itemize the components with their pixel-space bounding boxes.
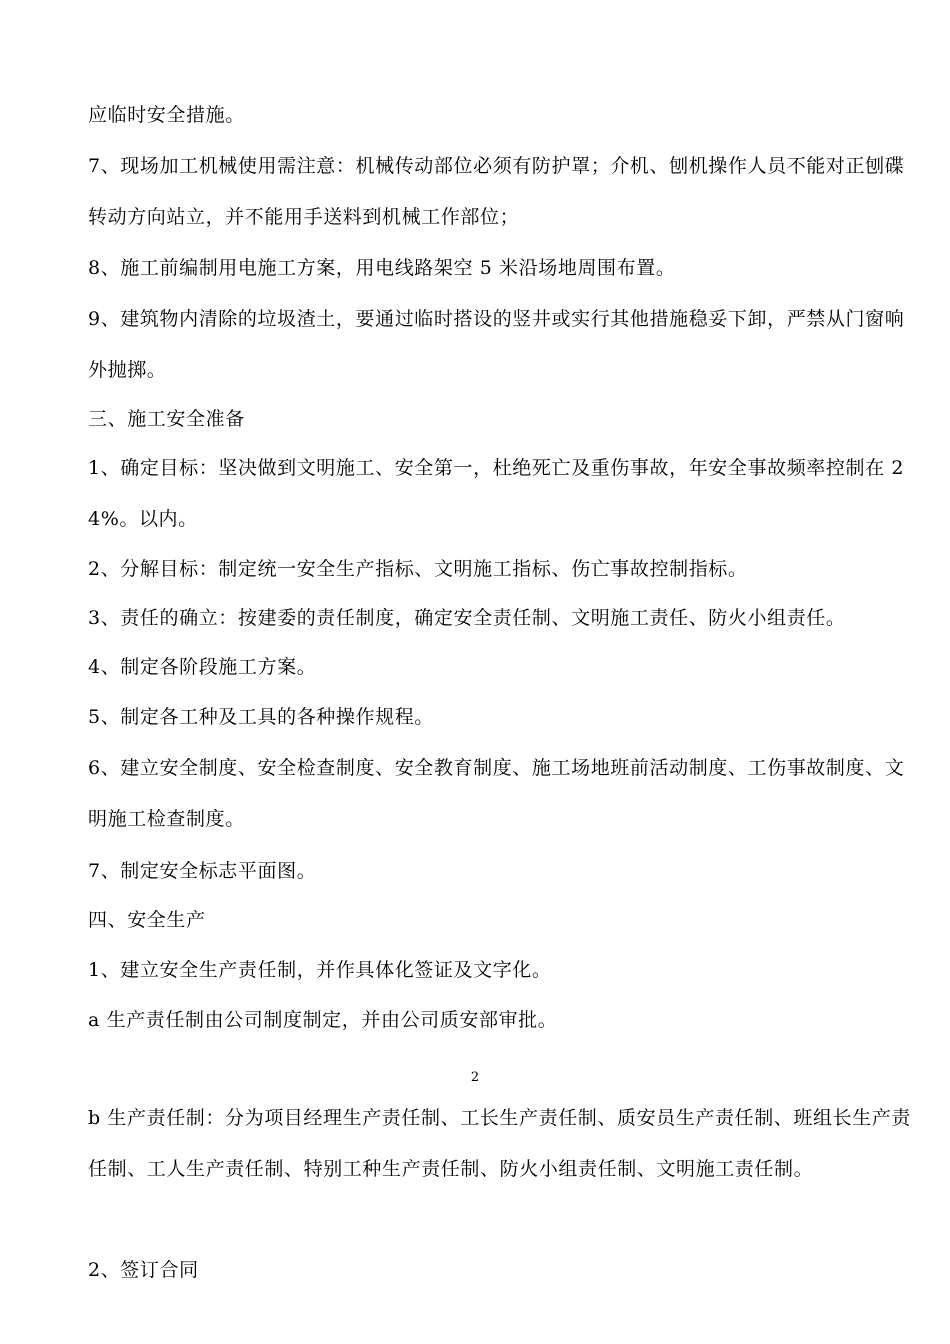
paragraph-operating-rules: 5、制定各工种及工具的各种操作规程。 bbox=[88, 706, 434, 728]
page-number: 2 bbox=[470, 1070, 480, 1085]
paragraph-construction-plan: 4、制定各阶段施工方案。 bbox=[88, 656, 317, 678]
paragraph-target: 1、确定目标：坚决做到文明施工、安全第一，杜绝死亡及重伤事故，年安全事故频率控制在 24%。以内。 bbox=[88, 457, 905, 530]
section-heading-4: 四、安全生产 bbox=[88, 909, 206, 931]
paragraph-responsibility: 3、责任的确立：按建委的责任制度，确定安全责任制、文明施工责任、防火小组责任。 bbox=[88, 607, 846, 629]
section-heading-3: 三、施工安全准备 bbox=[88, 408, 245, 430]
paragraph-temporary-measures: 应临时安全措施。 bbox=[88, 104, 245, 126]
paragraph-responsibility-system: 1、建立安全生产责任制，并作具体化签证及文字化。 bbox=[88, 959, 552, 981]
paragraph-item-a: a 生产责任制由公司制度制定，并由公司质安部审批。 bbox=[88, 1009, 558, 1031]
paragraph-safety-sign-plan: 7、制定安全标志平面图。 bbox=[88, 860, 317, 882]
paragraph-item-b: b 生产责任制：分为项目经理生产责任制、工长生产责任制、质安员生产责任制、班组长生产责任制、工人生产责任制、特别工种生产责任制、防火小组责任制、文明施工责任制。 bbox=[88, 1107, 912, 1180]
paragraph-safety-system: 6、建立安全制度、安全检查制度、安全教育制度、施工场地班前活动制度、工伤事故制度、文明施工检查制度。 bbox=[88, 757, 905, 830]
paragraph-item-9-debris: 9、建筑物内清除的垃圾渣土，要通过临时搭设的竖井或实行其他措施稳妥下卸，严禁从门窗响外抛掷。 bbox=[88, 308, 905, 381]
paragraph-item-8-electric-plan: 8、施工前编制用电施工方案，用电线路架空 5 米沿场地周围布置。 bbox=[88, 257, 676, 279]
paragraph-item-7-machinery: 7、现场加工机械使用需注意：机械传动部位必须有防护罩；介机、刨机操作人员不能对正刨碟转动方向站立，并不能用手送料到机械工作部位； bbox=[88, 155, 905, 228]
paragraph-sign-contract: 2、签订合同 bbox=[88, 1259, 199, 1281]
paragraph-decompose-target: 2、分解目标：制定统一安全生产指标、文明施工指标、伤亡事故控制指标。 bbox=[88, 558, 748, 580]
